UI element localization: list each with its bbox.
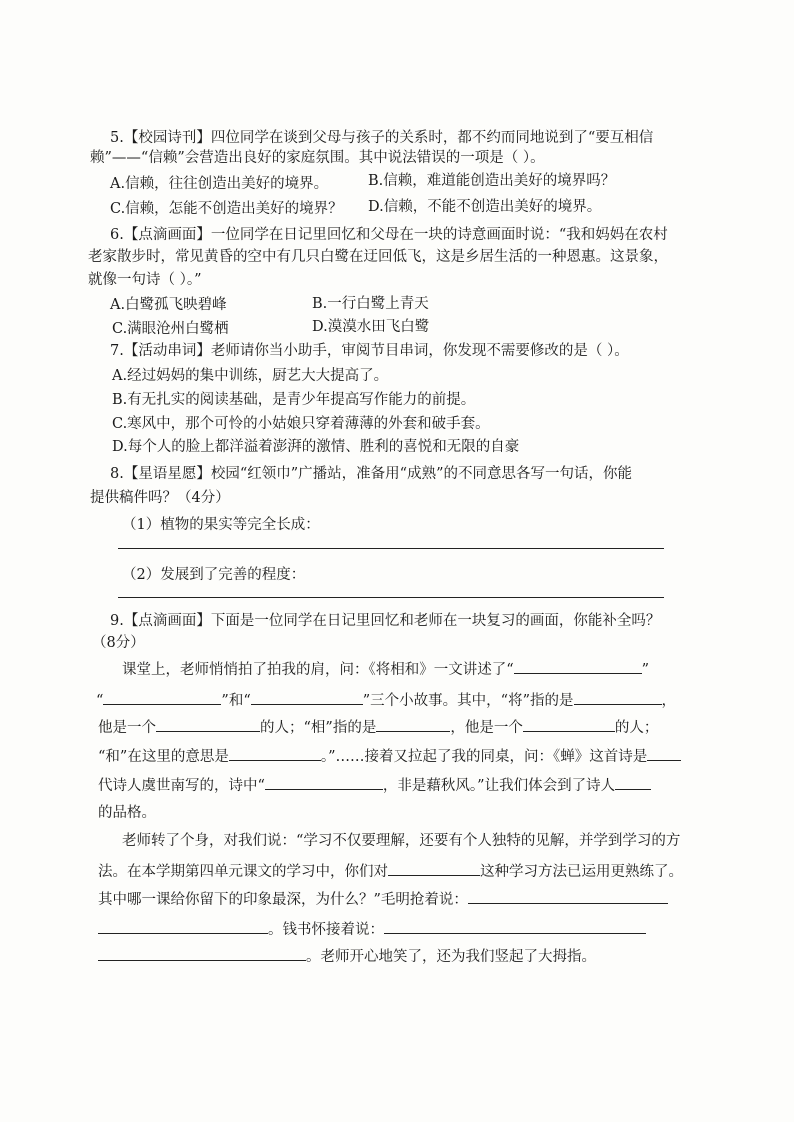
q7-option-c: C.寒风中，那个可怜的小姑娘只穿着薄薄的外套和破手套。 [112, 416, 490, 432]
q9-blank-xiang-trait[interactable] [523, 716, 615, 732]
q9-text: 代诗人虞世南写的，诗中“ [98, 778, 265, 794]
q9-text: 的人； [614, 720, 659, 736]
q9-blank-story2[interactable] [103, 689, 221, 705]
q9-blank-method[interactable] [388, 860, 480, 876]
q9-text: ”三个小故事。其中，“将”指的是 [362, 693, 574, 709]
q6-stem-line1: 6.【点滴画面】一位同学在日记里回忆和父母在一块的诗意画面时说：“我和妈妈在农村 [110, 227, 668, 243]
q8-answer-line-2[interactable] [118, 597, 664, 598]
q9-para2-line1: 老师转了个身，对我们说：“学习不仅要理解，还要有个人独特的见解，并学到学习的方 [122, 833, 681, 849]
q5-option-d: D.信赖，不能不创造出美好的境界。 [368, 199, 602, 215]
q9-blank-jiang-trait[interactable] [156, 716, 260, 732]
q9-para1-line1 [122, 658, 649, 680]
q8-stem-line1: 8.【星语星愿】校园“红领巾”广播站，准备用“成熟”的不同意思各写一句话，你能 [110, 466, 632, 482]
q5-stem-line2: 赖”——“信赖”会营造出良好的家庭氛围。其中说法错误的一项是（ ）。 [90, 150, 545, 166]
q9-para1-line2 [96, 689, 676, 711]
q9-text: ，非是藉秋风。”让我们体会到了诗人 [382, 778, 616, 794]
q9-text: 其中哪一课给你留下的印象最深，为什么？”毛明抢着说： [98, 892, 468, 908]
q9-text: ” [641, 662, 650, 678]
q9-blank-jiang[interactable] [574, 689, 662, 705]
q9-para2-line3 [98, 888, 668, 910]
q5-option-a: A.信赖，往往创造出美好的境界。 [110, 176, 329, 192]
q9-para1-line3 [98, 716, 658, 738]
q9-para1-line4 [98, 745, 681, 767]
q6-option-a: A.白鹭孤飞映碧峰 [110, 297, 227, 313]
q9-blank-maoming-1[interactable] [468, 888, 668, 904]
q7-option-a: A.经过妈妈的集中训练，厨艺大大提高了。 [112, 368, 389, 384]
q9-text: 课堂上，老师悄悄拍了拍我的肩，问：《将相和》一文讲述了“ [122, 662, 514, 678]
q9-text: “ [96, 693, 104, 709]
q6-stem-line2: 老家散步时，常见黄昏的空中有几只白鹭在迂回低飞，这是乡居生活的一种恩惠。这景象， [88, 249, 668, 265]
q9-blank-dynasty[interactable] [647, 745, 681, 761]
q9-blank-story3[interactable] [251, 689, 363, 705]
q6-option-b: B.一行白鹭上青天 [312, 296, 429, 312]
q9-blank-story1[interactable] [514, 658, 642, 674]
q9-blank-poem-line[interactable] [265, 774, 383, 790]
q9-text: 这种学习方法已运用更熟练了。 [480, 864, 683, 880]
q9-text: 。老师开心地笑了，还为我们竖起了大拇指。 [306, 949, 596, 965]
q8-sub1: （1）植物的果实等完全长成： [122, 517, 320, 533]
q7-stem: 7.【活动串词】老师请你当小助手，审阅节目串词，你发现不需要修改的是（ ）。 [110, 343, 629, 359]
q9-blank-qianshuhuai-1[interactable] [384, 918, 646, 934]
q5-option-c: C.信赖，怎能不创造出美好的境界？ [110, 201, 343, 217]
q9-text: 。钱书怀接着说： [268, 922, 384, 938]
q9-para2-line5 [98, 945, 596, 967]
q9-text: 法。在本学期第四单元课文的学习中，你们对 [98, 864, 388, 880]
q9-text: ， [661, 693, 676, 709]
q9-text: 的品格。 [98, 805, 156, 821]
q7-option-d: D.每个人的脸上都洋溢着澎湃的激情、胜利的喜悦和无限的自豪 [112, 439, 520, 455]
q9-blank-xiang[interactable] [376, 716, 450, 732]
q9-stem-line1: 9.【点滴画面】下面是一位同学在日记里回忆和老师在一块复习的画面，你能补全吗？ [110, 613, 661, 629]
q9-stem-line2: （8分） [92, 635, 145, 651]
q9-text: ，他是一个 [450, 720, 523, 736]
q9-para1-line5 [98, 774, 651, 796]
q8-stem-line2: 提供稿件吗？（4分） [90, 490, 230, 506]
q8-sub2: （2）发展到了完善的程度： [122, 567, 306, 583]
q9-para2-line2 [98, 860, 683, 882]
q9-blank-poet-trait[interactable] [615, 774, 651, 790]
q7-option-b: B.有无扎实的阅读基础，是青少年提高写作能力的前提。 [112, 392, 476, 408]
q9-text: 。”……接着又拉起了我的同桌，问：《蝉》这首诗是 [320, 749, 648, 765]
q9-text: ”和“ [221, 693, 251, 709]
q9-text: 他是一个 [98, 720, 156, 736]
q6-stem-line3: 就像一句诗（ ）。” [88, 272, 202, 288]
q9-para2-line4 [98, 918, 646, 940]
q9-text: 的人；“相”指的是 [260, 720, 377, 736]
q6-option-c: C.满眼沧州白鹭栖 [112, 321, 229, 337]
q5-stem-line1: 5.【校园诗刊】四位同学在谈到父母与孩子的关系时，都不约而同地说到了“要互相信 [110, 130, 654, 146]
q5-option-b: B.信赖，难道能创造出美好的境界吗？ [368, 173, 616, 189]
q9-para1-line6 [98, 803, 156, 823]
q8-answer-line-1[interactable] [118, 548, 664, 549]
q9-blank-maoming-2[interactable] [98, 918, 268, 934]
q9-blank-qianshuhuai-2[interactable] [98, 945, 306, 961]
q6-option-d: D.漠漠水田飞白鹭 [312, 319, 430, 335]
q9-blank-he-meaning[interactable] [229, 745, 321, 761]
q9-text: “和”在这里的意思是 [98, 749, 229, 765]
